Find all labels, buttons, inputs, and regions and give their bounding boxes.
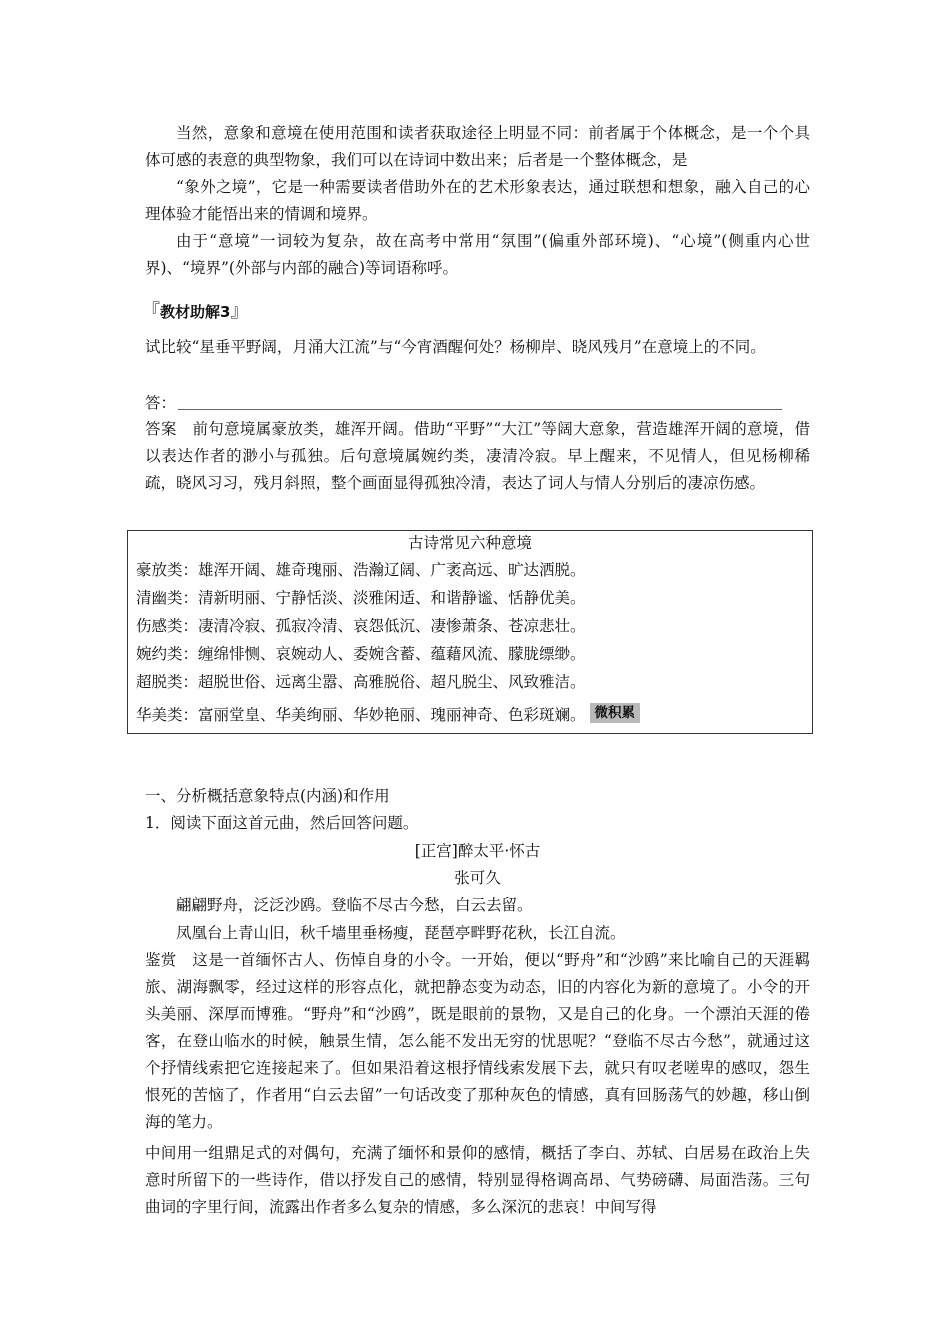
box-row: 婉约类：缠绵悱恻、哀婉动人、委婉含蓄、蕴藉风流、朦胧缥缈。 — [136, 645, 586, 663]
paragraph-imagery-vs-mood: 当然，意象和意境在使用范围和读者获取途径上明显不同：前者属于个体概念，是一个个具体可感的表意的典型物象，我们可以在诗词中数出来；后者是一个整体概念，是 — [145, 124, 810, 169]
mood-types-box — [127, 530, 813, 734]
tag-label: 教材助解3 — [160, 303, 231, 321]
question-text: 试比较“星垂平野阔，月涌大江流”与“今宵酒醒何处？杨柳岸、晓风残月”在意境上的不同。 — [145, 338, 766, 356]
answer-text: 答案 前句意境属豪放类，雄浑开阔。借助“平野”“大江”等阔大意象，营造雄浑开阔的意境，借以表达作者的渺小与孤独。后句意境属婉约类，凄清冷寂。早上醒来，不见情人，但见杨柳稀疏，晓风习习，残月斜照，整个画面显得孤独冷清，表达了词人与情人分别后的凄凉伤感。 — [145, 420, 810, 492]
appreciation-paragraph-1: 鉴赏 这是一首缅怀古人、伤悼自身的小令。一开始，便以“野舟”和“沙鸥”来比喻自己的天涯羁旅、湖海飘零，经过这样的形容点化，就把静态变为动态，旧的内容化为新的意境了。小令的开头美丽、深厚而博雅。“野舟”和“沙鸥”，既是眼前的景物，又是自己的化身。一个漂泊天涯的倦客，在登山临水的时候，触景生情，怎么能不发出无穷的忧思呢？“登临不尽古今愁”，就通过这个抒情线索把它连接起来了。但如果沿着这根抒情线索发展下去，就只有叹老嗟卑的感叹，怨生恨死的苦恼了，作者用“白云去留”一句话改变了那种灰色的情感，真有回肠荡气的妙趣，移山倒海的笔力。 — [145, 951, 810, 1131]
accumulation-badge: 微积累 — [590, 703, 641, 723]
tag-open-bracket: 『 — [142, 301, 160, 322]
paragraph-beyond-image: “象外之境”，它是一种需要读者借助外在的艺术形象表达，通过联想和想象，融入自己的心理体验才能悟出来的情调和境界。 — [145, 178, 810, 223]
tag-close-bracket: 』 — [230, 301, 249, 322]
box-row: 伤感类：凄清冷寂、孤寂冷清、哀怨低沉、凄惨萧条、苍凉悲壮。 — [136, 617, 586, 635]
box-row: 清幽类：清新明丽、宁静恬淡、淡雅闲适、和谐静谧、恬静优美。 — [136, 589, 586, 607]
poem-author: 张可久 — [454, 869, 501, 887]
appreciation-paragraph-2: 中间用一组鼎足式的对偶句，充满了缅怀和景仰的感情，概括了李白、苏轼、白居易在政治上失意时所留下的一些诗作，借以抒发自己的感情，特别显得格调高昂、气势磅礴、局面浩荡。三句曲词的字里行间，流露出作者多么复杂的情感，多么深沉的悲哀！中间写得 — [145, 1144, 810, 1216]
answer-prompt: 答： — [145, 394, 177, 412]
poem-line-1: 翩翩野舟，泛泛沙鸥。登临不尽古今愁，白云去留。 — [176, 896, 533, 914]
box-title: 古诗常见六种意境 — [407, 534, 532, 552]
box-row-text: 华美类：富丽堂皇、华美绚丽、华妙艳丽、瑰丽神奇、色彩斑斓。 — [136, 706, 586, 724]
box-row: 超脱类：超脱世俗、远离尘嚣、高雅脱俗、超凡脱尘、风致雅洁。 — [136, 673, 586, 691]
box-row-last — [136, 703, 640, 726]
paragraph-terminology: 由于“意境”一词较为复杂，故在高考中常用“氛围”(偏重外部环境)、“心境”(侧重内心世界)、“境界”(外部与内部的融合)等词语称呼。 — [145, 232, 810, 277]
question-item-1: 1．阅读下面这首元曲，然后回答问题。 — [145, 814, 419, 832]
section-tag — [142, 300, 248, 324]
poem-title: [正宫]醉太平·怀古 — [414, 842, 541, 860]
poem-line-2: 凤凰台上青山旧，秋千墙里垂杨瘦，琵琶亭畔野花秋，长江自流。 — [176, 924, 626, 942]
answer-blank-line — [178, 409, 782, 410]
section-heading: 一、分析概括意象特点(内涵)和作用 — [145, 787, 390, 805]
box-row: 豪放类：雄浑开阔、雄奇瑰丽、浩瀚辽阔、广袤高远、旷达洒脱。 — [136, 561, 586, 579]
